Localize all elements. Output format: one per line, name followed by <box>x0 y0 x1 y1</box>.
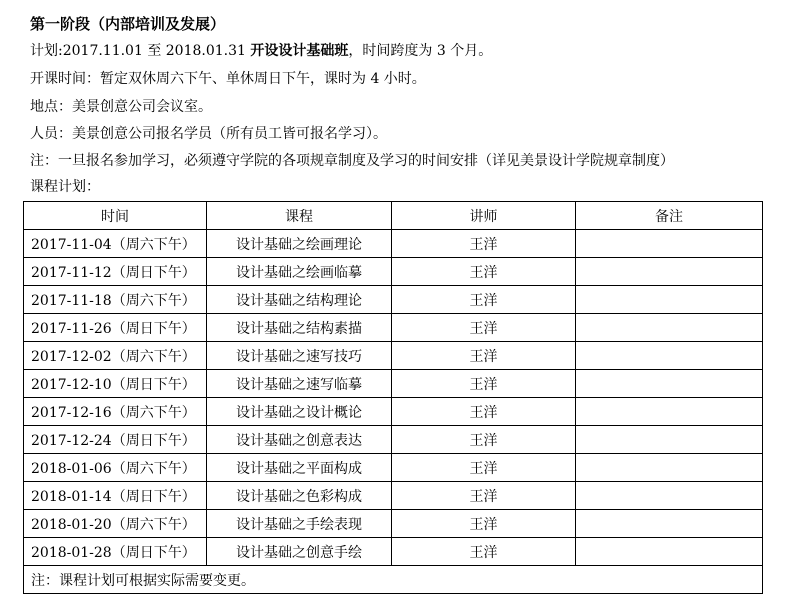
course-cell: 设计基础之手绘表现 <box>207 510 392 538</box>
table-row <box>24 342 763 370</box>
table-row <box>24 258 763 286</box>
table-row <box>24 426 763 454</box>
table-row <box>24 482 763 510</box>
course-schedule-table <box>23 201 763 594</box>
table-row <box>24 230 763 258</box>
table-footer-row <box>24 566 763 594</box>
course-cell: 设计基础之设计概论 <box>207 398 392 426</box>
header-teacher: 讲师 <box>392 202 576 230</box>
date-cell: 2018-01-28（周日下午） <box>24 538 207 566</box>
teacher-cell: 王洋 <box>392 510 576 538</box>
personnel-line: 人员：美景创意公司报名学员（所有员工皆可报名学习）。 <box>30 126 387 142</box>
remark-cell <box>576 454 763 482</box>
course-cell: 设计基础之色彩构成 <box>207 482 392 510</box>
remark-cell <box>576 510 763 538</box>
date-cell: 2018-01-20（周六下午） <box>24 510 207 538</box>
footer-note: 注：课程计划可根据实际需要变更。 <box>24 566 763 594</box>
header-time: 时间 <box>24 202 207 230</box>
course-plan-label: 课程计划： <box>30 179 100 195</box>
date-cell: 2017-11-18（周六下午） <box>24 286 207 314</box>
remark-cell <box>576 538 763 566</box>
remark-cell <box>576 426 763 454</box>
course-cell: 设计基础之速写临摹 <box>207 370 392 398</box>
date-cell: 2017-11-12（周日下午） <box>24 258 207 286</box>
course-cell: 设计基础之结构理论 <box>207 286 392 314</box>
teacher-cell: 王洋 <box>392 258 576 286</box>
remark-cell <box>576 342 763 370</box>
header-remark: 备注 <box>576 202 763 230</box>
date-cell: 2017-12-02（周六下午） <box>24 342 207 370</box>
location-line: 地点：美景创意公司会议室。 <box>30 99 212 115</box>
table-row <box>24 454 763 482</box>
teacher-cell: 王洋 <box>392 426 576 454</box>
table-row <box>24 510 763 538</box>
section-heading: 第一阶段（内部培训及发展） <box>30 15 226 33</box>
remark-cell <box>576 370 763 398</box>
teacher-cell: 王洋 <box>392 398 576 426</box>
teacher-cell: 王洋 <box>392 538 576 566</box>
course-cell: 设计基础之创意表达 <box>207 426 392 454</box>
remark-cell <box>576 314 763 342</box>
plan-course-name: 开设设计基础班 <box>250 43 349 59</box>
plan-line <box>30 41 492 61</box>
header-course: 课程 <box>207 202 392 230</box>
table-body <box>24 230 763 566</box>
date-cell: 2018-01-06（周六下午） <box>24 454 207 482</box>
rules-note-line: 注：一旦报名参加学习，必须遵守学院的各项规章制度及学习的时间安排（详见美景设计学院规章制度） <box>30 153 674 169</box>
plan-prefix: 计划:2017.11.01 至 2018.01.31 <box>30 43 251 59</box>
table-row <box>24 286 763 314</box>
table-row <box>24 538 763 566</box>
course-cell: 设计基础之创意手绘 <box>207 538 392 566</box>
table-row <box>24 314 763 342</box>
teacher-cell: 王洋 <box>392 286 576 314</box>
table-row <box>24 370 763 398</box>
date-cell: 2018-01-14（周日下午） <box>24 482 207 510</box>
table-header-row <box>24 202 763 230</box>
date-cell: 2017-11-04（周六下午） <box>24 230 207 258</box>
teacher-cell: 王洋 <box>392 370 576 398</box>
course-cell: 设计基础之速写技巧 <box>207 342 392 370</box>
date-cell: 2017-12-24（周日下午） <box>24 426 207 454</box>
remark-cell <box>576 258 763 286</box>
teacher-cell: 王洋 <box>392 454 576 482</box>
table-row <box>24 398 763 426</box>
date-cell: 2017-12-16（周六下午） <box>24 398 207 426</box>
teacher-cell: 王洋 <box>392 314 576 342</box>
course-cell: 设计基础之绘画理论 <box>207 230 392 258</box>
teacher-cell: 王洋 <box>392 230 576 258</box>
teacher-cell: 王洋 <box>392 482 576 510</box>
date-cell: 2017-11-26（周日下午） <box>24 314 207 342</box>
teacher-cell: 王洋 <box>392 342 576 370</box>
remark-cell <box>576 286 763 314</box>
course-cell: 设计基础之结构素描 <box>207 314 392 342</box>
remark-cell <box>576 230 763 258</box>
schedule-time-line: 开课时间：暂定双休周六下午、单休周日下午，课时为 4 小时。 <box>30 71 426 87</box>
course-cell: 设计基础之绘画临摹 <box>207 258 392 286</box>
remark-cell <box>576 482 763 510</box>
course-cell: 设计基础之平面构成 <box>207 454 392 482</box>
plan-suffix: ，时间跨度为 3 个月。 <box>348 43 493 59</box>
remark-cell <box>576 398 763 426</box>
date-cell: 2017-12-10（周日下午） <box>24 370 207 398</box>
